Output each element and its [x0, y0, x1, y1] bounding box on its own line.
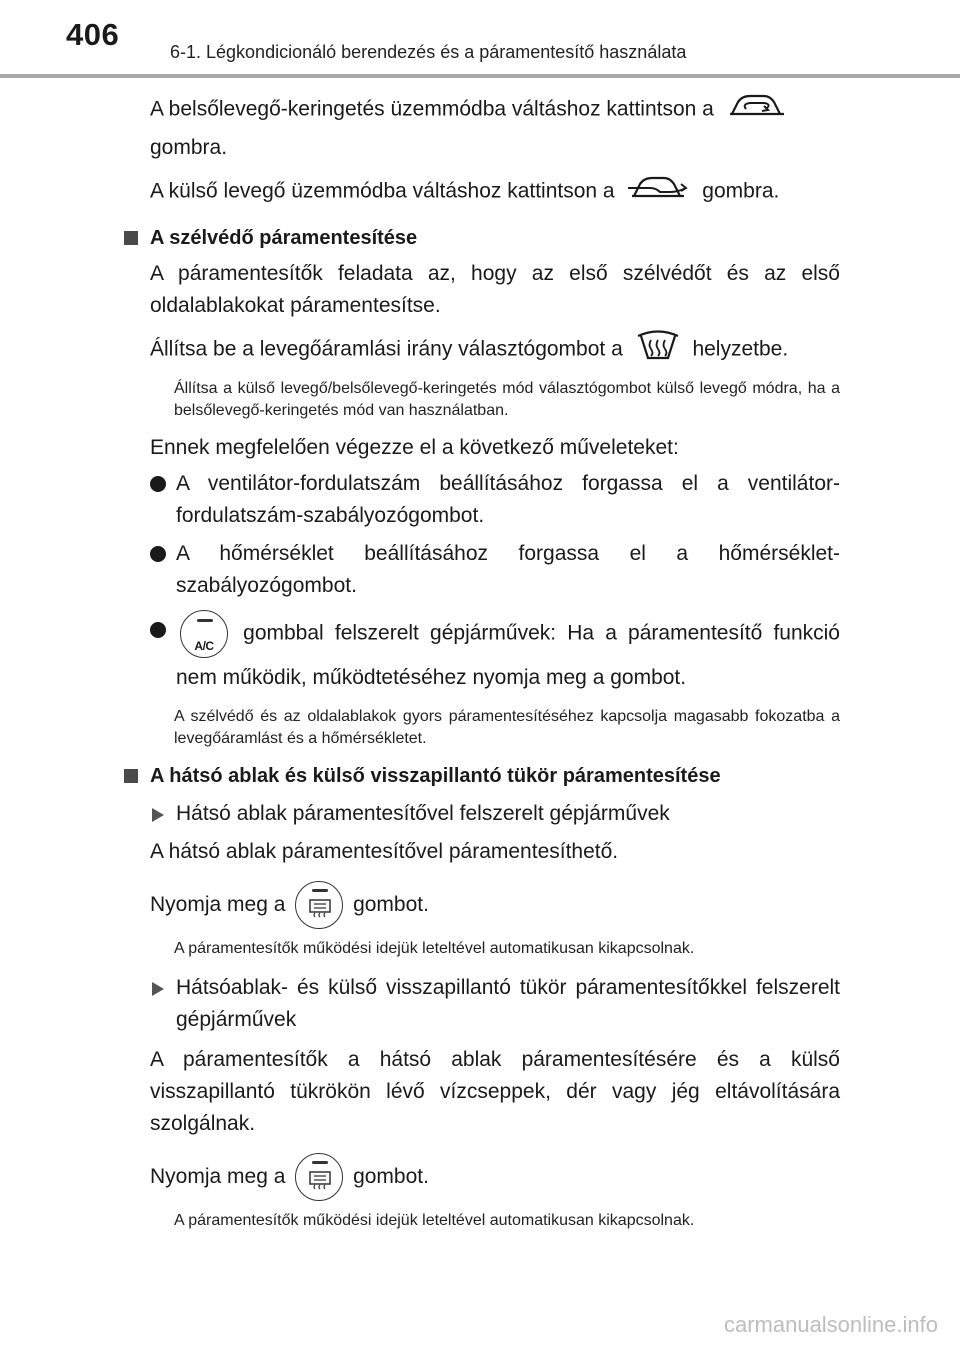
mirror-text: A páramentesítők a hátsó ablak páramentesítésére és a külső visszapillantó tükrökön lévő vízcseppek, dér vagy jég eltávolítására szolgálnak.: [150, 1048, 840, 1135]
press-rear-instruction: [150, 878, 840, 932]
bullet-dot: [150, 476, 166, 492]
outside-air-text: A külső levegő üzemmódba váltáshoz kattintson a: [150, 179, 615, 203]
section-title: A hátsó ablak és külső visszapillantó tükör páramentesítése: [150, 765, 721, 787]
press-text: Nyomja meg a: [150, 1165, 286, 1188]
note-auto-off-2: A páramentesítők működési idejük leteltével automatikusan kikapcsolnak.: [174, 1212, 695, 1229]
triangle-bullet-icon: [152, 808, 164, 822]
airflow-instruction: [150, 328, 840, 372]
recirc-text-end: gombra.: [150, 136, 228, 159]
rear-defogger-button-icon: [295, 881, 343, 929]
bullet-temp-text: A hőmérséklet beállításához forgassa el a hőmérséklet-szabályozógombot.: [176, 542, 840, 597]
section-title: A szélvédő páramentesítése: [150, 227, 418, 249]
section-square-icon: [124, 769, 138, 783]
press-text: Nyomja meg a: [150, 893, 286, 916]
windshield-intro: A páramentesítők feladata az, hogy az első szélvédőt és az első oldalablakokat páramentesítse.: [150, 262, 840, 317]
triangle-bullet-icon: [152, 982, 164, 996]
outside-air-paragraph: [150, 170, 840, 214]
press-mirror-instruction: [150, 1150, 840, 1204]
sub-heading-rear-window: [150, 798, 840, 830]
press-text-end: gombot.: [353, 893, 429, 916]
page-number: 406: [66, 17, 120, 52]
ac-button-icon: [180, 610, 228, 658]
outside-air-text-end: gombra.: [702, 179, 780, 203]
windshield-defroster-icon: [635, 328, 681, 372]
page-header: [0, 0, 960, 80]
rear-defogger-button-icon: [295, 1153, 343, 1201]
accordingly-text: Ennek megfelelően végezze el a következő műveleteket:: [150, 436, 679, 459]
bullet-ac: [150, 610, 840, 698]
watermark: carmanualsonline.info: [723, 1312, 938, 1337]
recirc-text: A belsőlevegő-keringetés üzemmódba váltáshoz kattintson a: [150, 97, 714, 121]
bullet-ac-text: gombbal felszerelt gépjárművek: Ha a páramentesítő funkció nem működik, működtetéséhez nyomja meg a gombot.: [176, 621, 840, 689]
sub-heading-text: Hátsóablak- és külső visszapillantó tükör páramentesítőkkel felszerelt gépjárművek: [176, 976, 840, 1031]
header-rule: [0, 74, 960, 78]
note-outside-air: Állítsa a külső levegő/belsőlevegő-keringetés mód választógombot külső levegő módra, ha a belsőlevegő-keringetés mód van használatban.: [174, 380, 840, 419]
bullet-temperature: [150, 538, 840, 602]
bullet-fan-text: A ventilátor-fordulatszám beállításához forgassa el a ventilátor-fordulatszám-szabályozógombot.: [176, 472, 840, 527]
page-content: [150, 88, 840, 1232]
chapter-title: 6-1. Légkondicionáló berendezés és a páramentesítő használata: [170, 42, 687, 62]
sub-heading-text: Hátsó ablak páramentesítővel felszerelt gépjárművek: [176, 802, 670, 825]
airflow-text: Állítsa be a levegőáramlási irány választógombot a: [150, 337, 623, 361]
bullet-dot: [150, 546, 166, 562]
section-square-icon: [124, 231, 138, 245]
rear-window-text: A hátsó ablak páramentesítővel páramentesíthető.: [150, 840, 619, 863]
recirculation-icon: [728, 88, 786, 132]
airflow-text-end: helyzetbe.: [692, 337, 789, 361]
bullet-fan-speed: [150, 468, 840, 532]
bullet-dot: [150, 622, 166, 638]
note-quick-defog: A szélvédő és az oldalablakok gyors páramentesítéséhez kapcsolja magasabb fokozatba a levegőáramlást és a hőmérsékletet.: [174, 708, 840, 747]
outside-air-icon: [626, 170, 690, 214]
section-heading-windshield: [150, 222, 840, 254]
recirc-paragraph: [150, 88, 840, 164]
sub-heading-mirror: [150, 972, 840, 1036]
section-heading-rear: [150, 760, 840, 792]
ac-button-label: A/C: [194, 639, 214, 653]
press-text-end: gombot.: [353, 1165, 429, 1188]
note-auto-off: A páramentesítők működési idejük leteltével automatikusan kikapcsolnak.: [174, 940, 695, 957]
